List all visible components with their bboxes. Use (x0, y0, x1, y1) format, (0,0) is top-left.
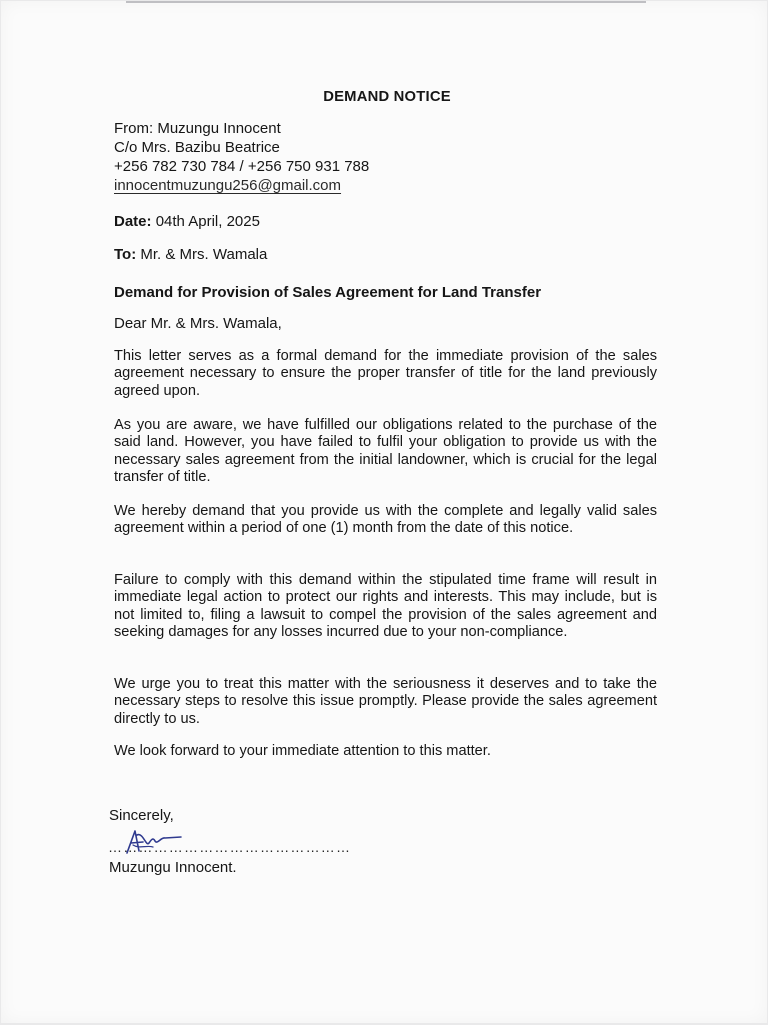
paragraph-1: This letter serves as a formal demand for the immediate provision of the sales agreement necessary to ensure the proper transfer of title for the land previously agreed upon. (114, 348, 657, 399)
paragraph-2: As you are aware, we have fulfilled our obligations related to the purchase of the said land. However, you have failed to fulfil your obligation to provide us with the necessary sales agreement from the initial landowner, which is crucial for the legal transfer of title. (114, 417, 657, 485)
sender-block (114, 119, 369, 195)
date-line (114, 213, 260, 230)
letter-page (1, 1, 767, 1023)
recipient-label: To: (114, 246, 137, 263)
sender-name: From: Muzungu Innocent (114, 120, 281, 137)
closing: Sincerely, (109, 807, 174, 824)
salutation: Dear Mr. & Mrs. Wamala, (114, 315, 282, 332)
signatory-name: Muzungu Innocent. (109, 859, 237, 876)
sender-phones: +256 782 730 784 / +256 750 931 788 (114, 158, 370, 175)
sender-care-of: C/o Mrs. Bazibu Beatrice (114, 139, 280, 156)
document-title: DEMAND NOTICE (323, 89, 451, 105)
paragraph-4: Failure to comply with this demand within the stipulated time frame will result in immediate legal action to protect our rights and interests. This may include, but is not limited to, filing a lawsuit to compel the provision of the sales agreement and seeking damages for any losses incurred due to your non-compliance. (114, 572, 657, 640)
recipient-value: Mr. & Mrs. Wamala (140, 246, 268, 263)
date-value: 04th April, 2025 (155, 213, 260, 230)
signature-mark (113, 823, 193, 863)
date-label: Date: (114, 213, 152, 230)
paragraph-3: We hereby demand that you provide us with the complete and legally valid sales agreement within a period of one (1) month from the date of this notice. (114, 503, 657, 537)
subject-line: Demand for Provision of Sales Agreement for Land Transfer (114, 284, 542, 301)
paragraph-6: We look forward to your immediate attention to this matter. (114, 743, 491, 759)
recipient-line (114, 246, 267, 263)
page-top-edge (126, 1, 646, 3)
sender-email: innocentmuzungu256@gmail.com (114, 177, 342, 194)
paragraph-5: We urge you to treat this matter with the seriousness it deserves and to take the necessary steps to resolve this issue promptly. Please provide the sales agreement directly to us. (114, 676, 657, 727)
signature-line: ………………………………………… (108, 839, 352, 855)
